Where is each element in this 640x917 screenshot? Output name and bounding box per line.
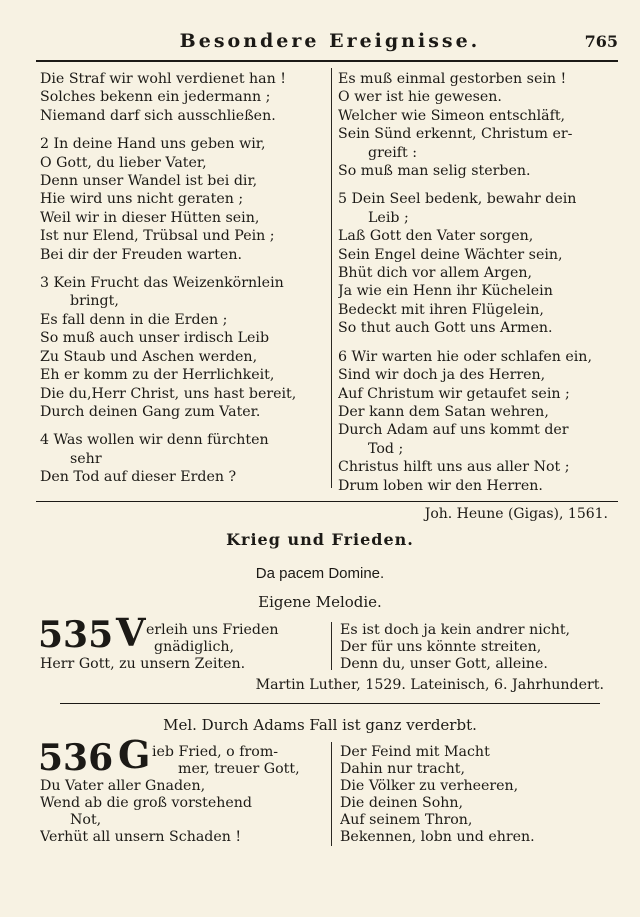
verse-line: Denn du, unser Gott, alleine. [340, 656, 548, 672]
verse-line: Der Feind mit Macht [340, 744, 490, 760]
column-divider [331, 742, 332, 846]
verse-line: 3 Kein Frucht das Weizenkörnlein [40, 275, 284, 292]
section-title: Krieg und Frieden. [226, 530, 414, 549]
verse-line: Tod ; [368, 440, 404, 457]
hymn-attribution: Martin Luther, 1529. Lateinisch, 6. Jahrhundert. [255, 677, 604, 693]
header-rule [36, 60, 618, 62]
verse-line: 5 Dein Seel bedenk, bewahr dein [338, 191, 577, 208]
verse-line: O wer ist hie gewesen. [338, 89, 502, 106]
hymn-number: 535 [38, 614, 114, 656]
verse-line: Niemand darf sich ausschließen. [40, 107, 276, 124]
verse-line: Wend ab die groß vorstehend [40, 795, 252, 811]
verse-line: Herr Gott, zu unsern Zeiten. [40, 656, 246, 672]
verse-line: Not, [70, 812, 102, 828]
verse-line: Bekennen, lobn und ehren. [340, 829, 535, 845]
verse-line: Verhüt all unsern Schaden ! [40, 829, 242, 845]
verse-line: Leib ; [368, 209, 409, 226]
verse-line: So thut auch Gott uns Armen. [338, 320, 553, 337]
verse-line: greift : [368, 144, 418, 161]
verse-line: erleih uns Frieden [146, 622, 279, 638]
drop-cap: G [118, 732, 151, 777]
verse-line: bringt, [70, 293, 119, 310]
stanza [338, 190, 620, 337]
verse-line: Die Straf wir wohl verdienet han ! [40, 71, 286, 87]
page-number: 765 [584, 32, 618, 51]
verse-line: sehr [70, 450, 102, 467]
verse-line: gnädiglich, [154, 639, 235, 655]
verse-line: Die Völker zu verheeren, [340, 778, 519, 794]
drop-cap: V [116, 610, 146, 655]
verse-line: Ist nur Elend, Trübsal und Pein ; [40, 228, 275, 245]
hymn-535-left [146, 622, 326, 656]
verse-line: Bhüt dich vor allem Argen, [338, 265, 533, 282]
hymn-536-left-cont [40, 778, 326, 846]
verse-line: Der für uns könnte streiten, [340, 639, 542, 655]
verse-line: Es ist doch ja kein andrer nicht, [340, 622, 571, 638]
section-subtitle: Da pacem Domine. [255, 565, 385, 582]
verse-line: Laß Gott den Vater sorgen, [338, 228, 534, 245]
verse-line: Ja wie ein Henn ihr Küchelein [338, 283, 553, 300]
verse-line: Zu Staub und Aschen werden, [40, 348, 258, 365]
hymn-535-right [340, 622, 620, 673]
verse-line: 4 Was wollen wir denn fürchten [40, 432, 269, 449]
column-divider [331, 622, 332, 670]
verse-line: Sein Engel deine Wächter sein, [338, 246, 563, 263]
verse-line: Auf seinem Thron, [340, 812, 473, 828]
verse-line: Christus hilft uns aus aller Not ; [338, 459, 570, 476]
verse-line: Hie wird uns nicht geraten ; [40, 191, 244, 208]
verse-line: Sein Sünd erkennt, Christum er- [338, 126, 573, 143]
verse-line: Drum loben wir den Herren. [338, 477, 543, 494]
hymn-536-right [340, 744, 620, 846]
verse-line: Durch deinen Gang zum Vater. [40, 403, 261, 420]
verse-line: So muß auch unser irdisch Leib [40, 330, 270, 347]
section-divider [36, 501, 618, 502]
hymn-number: 536 [38, 737, 114, 779]
verse-line: ieb Fried, o from- [152, 744, 279, 760]
stanza [338, 348, 620, 495]
verse-line: Welcher wie Simeon entschläft, [338, 107, 566, 124]
verse-line: O Gott, du lieber Vater, [40, 154, 207, 171]
author-attribution: Joh. Heune (Gigas), 1561. [424, 505, 608, 522]
hymn-535-left-cont [40, 656, 326, 673]
verse-line: Dahin nur tracht, [340, 761, 465, 777]
verse-line: Die du,Herr Christ, uns hast bereit, [40, 385, 297, 402]
hymn-divider [60, 703, 600, 704]
melody-note: Mel. Durch Adams Fall ist ganz verderbt. [163, 716, 477, 734]
verse-line: Es fall denn in die Erden ; [40, 311, 228, 328]
page-header-title: Besondere Ereignisse. [179, 30, 481, 52]
stanza [40, 70, 326, 125]
verse-line: Den Tod auf dieser Erden ? [40, 469, 237, 486]
verse-line: Denn unser Wandel ist bei dir, [40, 173, 258, 190]
verse-line: Die deinen Sohn, [340, 795, 464, 811]
verse-line: Solches bekenn ein jedermann ; [40, 89, 271, 106]
verse-line: Auf Christum wir getaufet sein ; [338, 385, 570, 402]
hymn-536-left [152, 744, 326, 778]
verse-line: Der kann dem Satan wehren, [338, 403, 549, 420]
verse-line: Weil wir in dieser Hütten sein, [40, 209, 260, 226]
stanza [40, 431, 326, 486]
verse-line: 2 In deine Hand uns geben wir, [40, 136, 266, 153]
column-divider [331, 68, 332, 488]
verse-line: mer, treuer Gott, [178, 761, 300, 777]
stanza [338, 70, 620, 180]
verse-line: 6 Wir warten hie oder schlafen ein, [338, 348, 592, 365]
verse-line: Sind wir doch ja des Herren, [338, 367, 546, 384]
verse-line: Es muß einmal gestorben sein ! [338, 71, 567, 87]
verse-line: Du Vater aller Gnaden, [40, 778, 206, 794]
verse-line: Bedeckt mit ihren Flügelein, [338, 301, 544, 318]
verse-line: So muß man selig sterben. [338, 163, 531, 180]
left-column [40, 70, 326, 497]
stanza [40, 274, 326, 421]
melody-note: Eigene Melodie. [258, 593, 382, 611]
verse-line: Bei dir der Freuden warten. [40, 246, 242, 263]
right-column [338, 70, 620, 523]
verse-line: Eh er komm zu der Herrlichkeit, [40, 367, 275, 384]
stanza [40, 135, 326, 264]
verse-line: Durch Adam auf uns kommt der [338, 422, 569, 439]
